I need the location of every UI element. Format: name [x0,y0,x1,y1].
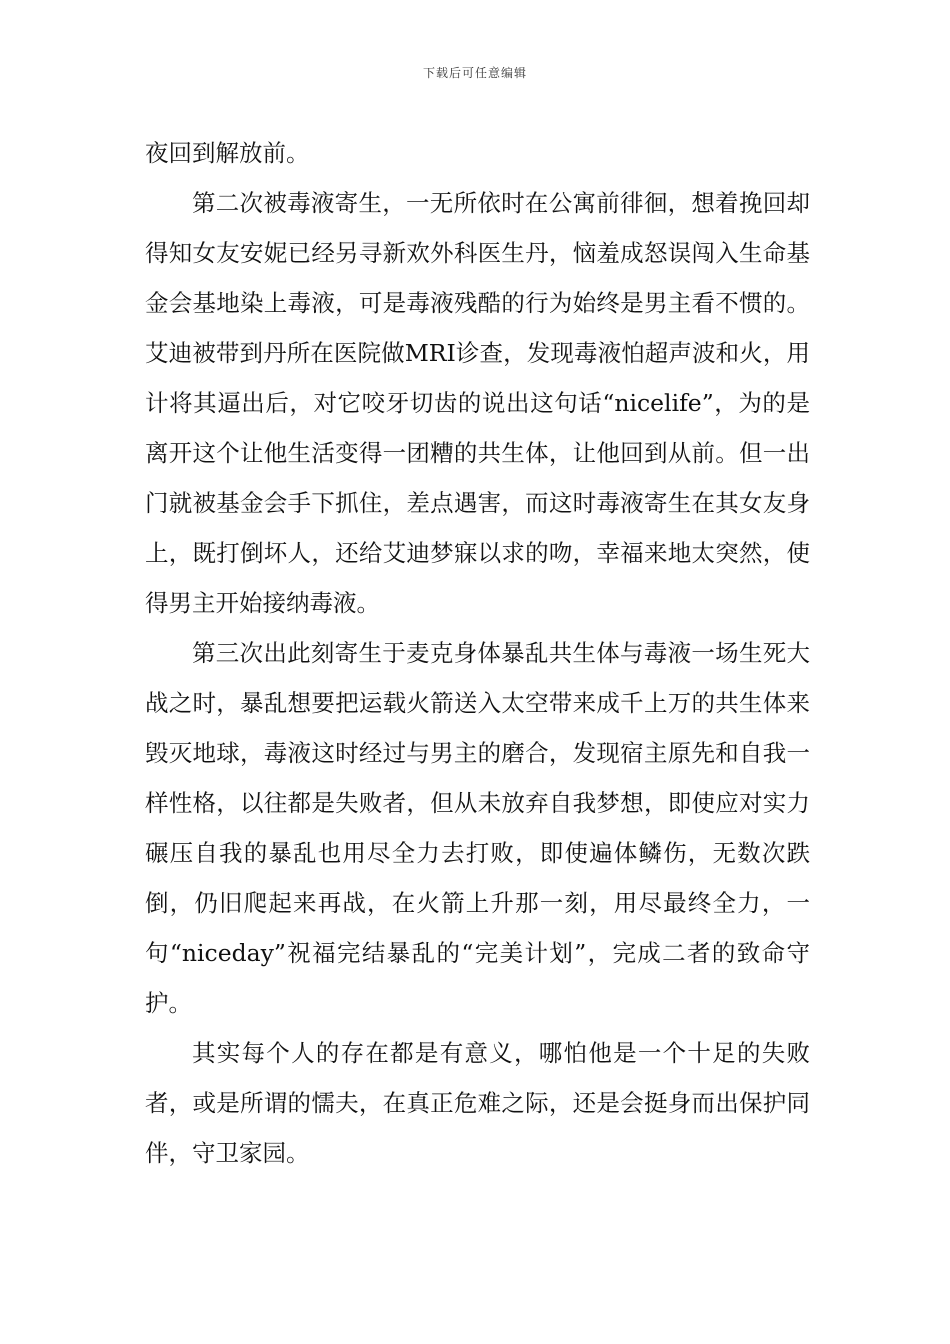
body-text [145,128,810,1178]
paragraph-conclusion: 其实每个人的存在都是有意义，哪怕他是一个十足的失败者，或是所谓的懦夫，在真正危难之际，还是会挺身而出保护同伴，守卫家园。 [145,1039,810,1167]
page-header: 下载后可任意编辑 [422,66,527,80]
paragraph-third-parasitism: 第三次出此刻寄生于麦克身体暴乱共生体与毒液一场生死大战之时，暴乱想要把运载火箭送入太空带来成千上万的共生体来毁灭地球，毒液这时经过与男主的磨合，发现宿主原先和自我一样性格，以往都是失败者，但从未放弃自我梦想，即使应对实力碾压自我的暴乱也用尽全力去打败，即使遍体鳞伤，无数次跌倒，仍旧爬起来再战，在火箭上升那一刻，用尽最终全力，一句“niceday”祝福完结暴乱的“完美计划”，完成二者的致命守护。 [145,639,810,1017]
paragraph-second-parasitism: 第二次被毒液寄生，一无所依时在公寓前徘徊，想着挽回却得知女友安妮已经另寻新欢外科医生丹，恼羞成怒误闯入生命基金会基地染上毒液，可是毒液残酷的行为始终是男主看不惯的。艾迪被带到丹所在医院做MRI诊查，发现毒液怕超声波和火，用计将其逼出后，对它咬牙切齿的说出这句话“nicelife”，为的是离开这个让他生活变得一团糟的共生体，让他回到从前。但一出门就被基金会手下抓住，差点遇害，而这时毒液寄生在其女友身上，既打倒坏人，还给艾迪梦寐以求的吻，幸福来地太突然，使得男主开始接纳毒液。 [145,189,810,617]
paragraph-continuation: 夜回到解放前。 [145,139,310,167]
